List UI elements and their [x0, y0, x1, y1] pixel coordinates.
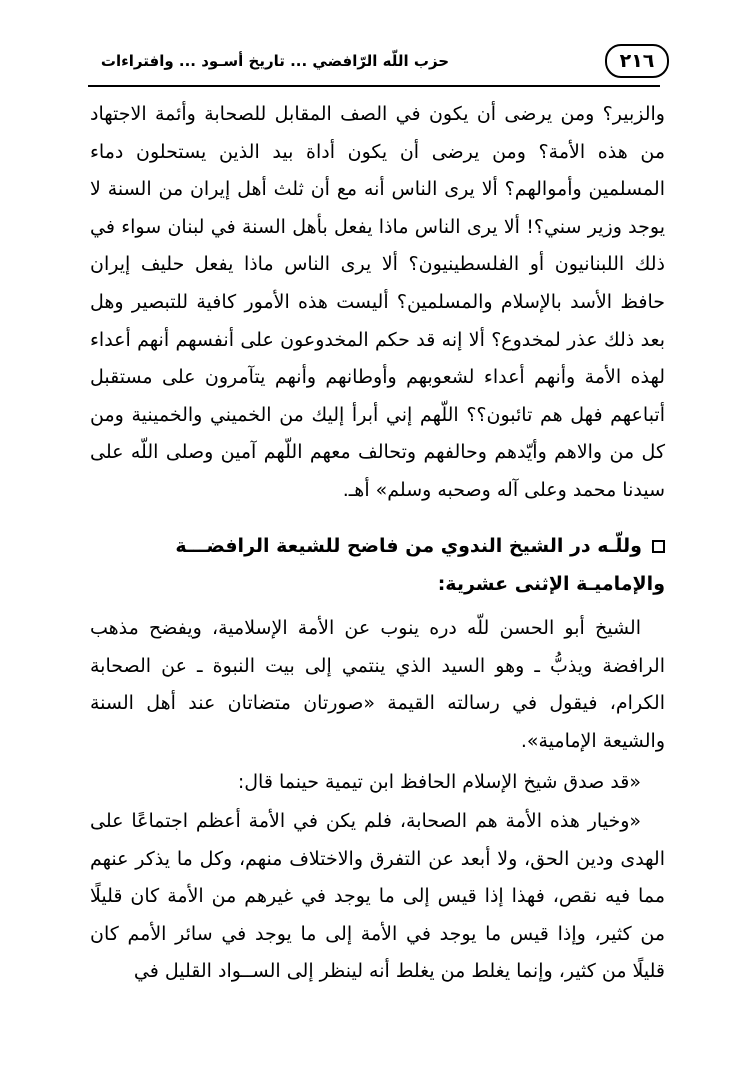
running-header-title: حزب اللّه الرّافضي ... تاريخ أسـود ... وافتراءات [100, 52, 450, 70]
paragraph-3 [90, 764, 665, 802]
paragraph-2-text: الشيخ أبو الحسن للّه دره ينوب عن الأمة الإسلامية، ويفضح مذهب الرافضة ويذبُّ ـ وهو السيد الذي ينتمي إلى بيت النبوة ـ عن الصحابة الكرام، فيقول في رسالته القيمة «صورتان متضاتان عند أهل السنة والشيعة الإمامية». [90, 617, 665, 752]
paragraph-4-text: «وخيار هذه الأمة هم الصحابة، فلم يكن في الأمة أعظم اجتماعًا على الهدى ودين الحق، ولا أبعد عن التفرق والاختلاف منهم، وكل ما يذكر عنهم مما فيه نقص، فهذا إذا قيس إلى ما يوجد في غيرهم من الأمة كان قليلًا من كثير، وإذا قيس ما يوجد في الأمة إلى ما يوجد في سائر الأمم كان قليلًا من كثير، وإنما يغلط من يغلط أنه لينظر إلى الســواد القليل في [90, 810, 665, 983]
paragraph-continuation [90, 96, 665, 510]
section-heading [90, 528, 665, 603]
paragraph-2 [90, 610, 665, 760]
page-number-text: ٢١٦ [619, 50, 655, 72]
section-heading-text: وللّـه در الشيخ الندوي من فاضح للشيعة الرافضـــة والإماميـة الإثنى عشرية: [175, 535, 665, 595]
paragraph-3-text: «قد صدق شيخ الإسلام الحافظ ابن تيمية حينما قال: [237, 771, 641, 793]
header-divider [88, 85, 660, 87]
paragraph-1-text: والزبير؟ ومن يرضى أن يكون في الصف المقابل للصحابة وأئمة الاجتهاد من هذه الأمة؟ ومن يرضى أن يكون أداة بيد الذين يستحلون دماء المسلمين وأموالهم؟ ألا يرى الناس أنه مع أن ثلث أهل إيران من السنة لا يوجد وزير سني؟! ألا يرى الناس ماذا يفعل بأهل السنة في لبنان سواء في ذلك اللبنانيون أو الفلسطينيون؟ ألا يرى الناس ماذا يفعل حليف إيران حافظ الأسد بالإسلام والمسلمين؟ أليست هذه الأمور كافية للتبصير وهل بعد ذلك عذر لمخدوع؟ ألا إنه قد حكم المخدوعون على أنفسهم أنهم أعداء لهذه الأمة وأنهم أعداء لشعوبهم وأوطانهم وأنهم يتآمرون على مستقبل أتباعهم فهل هم تائبون؟؟ اللّهم إني أبرأ إليك من الخميني والخمينية ومن كل من والاهم وأيّدهم وحالفهم وتحالف معهم اللّهم آمين وصلى اللّه على سيدنا محمد وعلى آله وصحبه وسلم» أهـ. [90, 103, 665, 501]
paragraph-4-quote [90, 803, 665, 991]
square-bullet-icon [652, 540, 665, 553]
page-number [605, 44, 669, 78]
